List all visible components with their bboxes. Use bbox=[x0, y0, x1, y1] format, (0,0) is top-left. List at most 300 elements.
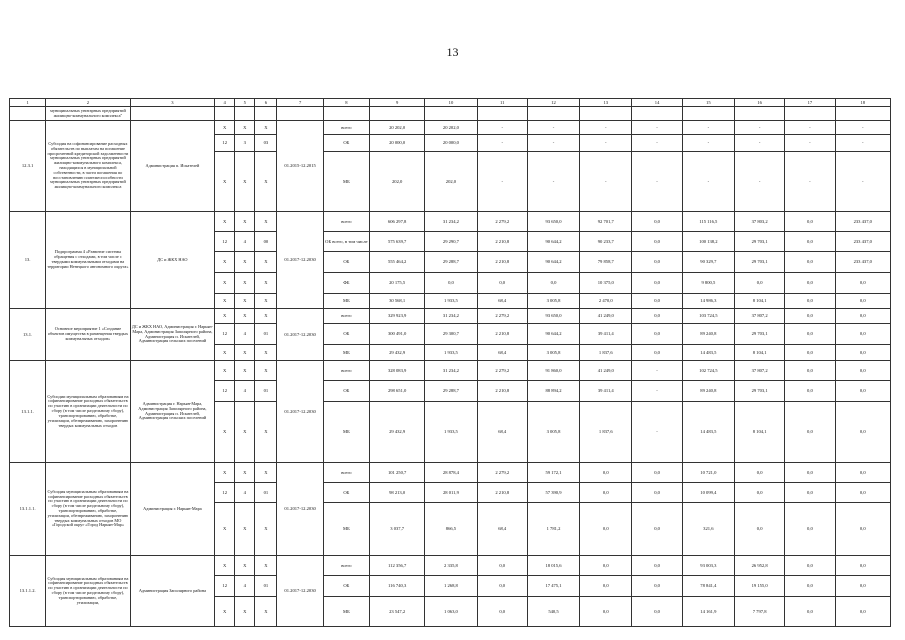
code-cell: 12 bbox=[215, 324, 235, 345]
code-cell: 4 bbox=[235, 324, 255, 345]
funding-source: ОБ bbox=[323, 135, 369, 152]
code-cell: 4 bbox=[235, 232, 255, 252]
header-cell: 15 bbox=[682, 99, 734, 107]
funding-source: МБ bbox=[323, 402, 369, 463]
amount-cell: 0,0 bbox=[632, 273, 682, 294]
code-cell: X bbox=[235, 309, 255, 324]
code-cell: 3 bbox=[235, 135, 255, 152]
amount-cell: 0,0 bbox=[835, 402, 890, 463]
executor-cell: ДС и ЖКХ НАО, Администрация г. Нарьян-Мара, Администрация Заполярного района, Администрация п. Искателей, Администрация сельских поселений bbox=[130, 309, 214, 361]
code-cell: 12 bbox=[215, 483, 235, 503]
amount-cell: 19 155,0 bbox=[734, 576, 784, 597]
continuation-row bbox=[10, 107, 891, 121]
amount-cell: 233 437,0 bbox=[835, 212, 890, 232]
code-cell: 00 bbox=[255, 232, 277, 252]
amount-cell: 93 650,0 bbox=[527, 212, 579, 232]
amount-cell: 89 240,8 bbox=[682, 324, 734, 345]
code-cell: X bbox=[215, 361, 235, 381]
code-cell: 4 bbox=[235, 483, 255, 503]
code-cell: 4 bbox=[235, 576, 255, 597]
amount-cell: 0,0 bbox=[835, 294, 890, 309]
amount-cell: 606 297,8 bbox=[369, 212, 424, 232]
amount-cell: 0,0 bbox=[632, 576, 682, 597]
empty-cell bbox=[734, 107, 784, 121]
amount-cell: 0,0 bbox=[835, 556, 890, 576]
amount-cell: - bbox=[477, 135, 527, 152]
amount-cell: - bbox=[580, 152, 632, 212]
amount-cell: 0,0 bbox=[632, 212, 682, 232]
code-cell: 12 bbox=[215, 232, 235, 252]
amount-cell: 31 234,2 bbox=[425, 361, 477, 381]
header-cell: 12 bbox=[527, 99, 579, 107]
amount-cell: 37 807,2 bbox=[734, 309, 784, 324]
amount-cell: 41 249,0 bbox=[580, 361, 632, 381]
amount-cell: 0,0 bbox=[835, 361, 890, 381]
amount-cell: 41 249,0 bbox=[580, 309, 632, 324]
amount-cell: 3 037,7 bbox=[369, 503, 424, 556]
code-cell: 12 bbox=[215, 135, 235, 152]
funding-source: всего bbox=[323, 121, 369, 135]
amount-cell: - bbox=[477, 121, 527, 135]
row-number: 12.3.1 bbox=[10, 121, 46, 212]
amount-cell: 0,0 bbox=[835, 503, 890, 556]
amount-cell: 0,0 bbox=[785, 597, 835, 627]
amount-cell: 0,0 bbox=[734, 483, 784, 503]
code-cell: X bbox=[255, 556, 277, 576]
amount-cell: 0,0 bbox=[632, 597, 682, 627]
empty-cell bbox=[477, 107, 527, 121]
amount-cell: 31 234,2 bbox=[425, 212, 477, 232]
amount-cell: - bbox=[632, 135, 682, 152]
amount-cell: 59 172,1 bbox=[527, 463, 579, 483]
amount-cell: 39 411,4 bbox=[580, 324, 632, 345]
code-cell: X bbox=[255, 294, 277, 309]
amount-cell: 2 470,0 bbox=[580, 294, 632, 309]
header-cell: 13 bbox=[580, 99, 632, 107]
amount-cell: 0,0 bbox=[785, 483, 835, 503]
amount-cell: - bbox=[477, 152, 527, 212]
measure-description: Субсидия на софинансирование расходных обязательств по выплатам на погашение просроченной кредиторской задолженности муниципальных унитарных предприятий жилищно-коммунального комплекса, находящихся в муниципальной собственности, в части погашения по восстановлению платежеспособности муниципальных унитарных предприятий жилищно-коммунального комплекса bbox=[46, 121, 130, 212]
executor-cell: ДС и ЖКХ НАО bbox=[130, 212, 214, 309]
amount-cell: 1 837,6 bbox=[580, 402, 632, 463]
amount-cell: 1 933,5 bbox=[425, 294, 477, 309]
period-cell: 01.2017-12.2030 bbox=[277, 212, 323, 309]
code-cell: X bbox=[235, 463, 255, 483]
amount-cell: - bbox=[682, 135, 734, 152]
amount-cell: 57 390,9 bbox=[527, 483, 579, 503]
table-row bbox=[10, 309, 891, 324]
header-cell: 17 bbox=[785, 99, 835, 107]
code-cell: X bbox=[215, 402, 235, 463]
amount-cell: 202,0 bbox=[425, 152, 477, 212]
code-cell: X bbox=[215, 121, 235, 135]
empty-cell bbox=[130, 107, 214, 121]
empty-cell bbox=[215, 107, 235, 121]
amount-cell: 29 703,1 bbox=[734, 324, 784, 345]
measure-description: Основное мероприятие 1 «Создание объектов имущества в размещения твердых коммунальных отходов» bbox=[46, 309, 130, 361]
amount-cell: 92 701,7 bbox=[580, 212, 632, 232]
amount-cell: 233 437,0 bbox=[835, 252, 890, 273]
amount-cell: 0,0 bbox=[835, 273, 890, 294]
period-cell: 01.2017-12.2030 bbox=[277, 309, 323, 361]
amount-cell: 0,0 bbox=[632, 503, 682, 556]
amount-cell: 0,0 bbox=[785, 294, 835, 309]
amount-cell: - bbox=[632, 402, 682, 463]
amount-cell: 9 800,5 bbox=[682, 273, 734, 294]
code-cell: X bbox=[215, 556, 235, 576]
amount-cell: 2 210,8 bbox=[477, 381, 527, 402]
header-cell: 7 bbox=[277, 99, 323, 107]
empty-cell bbox=[425, 107, 477, 121]
amount-cell: 3 005,8 bbox=[527, 402, 579, 463]
table-body bbox=[10, 99, 891, 627]
amount-cell: 18 015,6 bbox=[527, 556, 579, 576]
amount-cell: 68,4 bbox=[477, 402, 527, 463]
amount-cell: 2 210,8 bbox=[477, 252, 527, 273]
code-cell: X bbox=[215, 294, 235, 309]
amount-cell: 0,0 bbox=[785, 381, 835, 402]
amount-cell: 0,0 bbox=[835, 483, 890, 503]
code-cell: X bbox=[215, 273, 235, 294]
amount-cell: - bbox=[785, 121, 835, 135]
table-row bbox=[10, 556, 891, 576]
amount-cell: 0,0 bbox=[835, 381, 890, 402]
code-cell: X bbox=[255, 309, 277, 324]
code-cell: X bbox=[235, 402, 255, 463]
amount-cell: 115 116,5 bbox=[682, 212, 734, 232]
amount-cell: 0,0 bbox=[580, 576, 632, 597]
measure-description: Подпрограмма 4 «Развитие системы обращения с отходами, в том числе с твердыми коммунальными отходами на территории Ненецкого автономного округа» bbox=[46, 212, 130, 309]
amount-cell: 1 837,6 bbox=[580, 345, 632, 361]
empty-cell bbox=[527, 107, 579, 121]
amount-cell: 0,0 bbox=[580, 503, 632, 556]
amount-cell: - bbox=[527, 135, 579, 152]
amount-cell: 29 703,1 bbox=[734, 232, 784, 252]
amount-cell: 90 644,2 bbox=[527, 232, 579, 252]
amount-cell: 233 437,0 bbox=[835, 232, 890, 252]
header-cell: 2 bbox=[46, 99, 130, 107]
empty-cell bbox=[277, 107, 323, 121]
amount-cell: 202,0 bbox=[369, 152, 424, 212]
amount-cell: 28 011,9 bbox=[425, 483, 477, 503]
measure-description: Субсидии муниципальным образованиям на софинансирование расходных обязательств по участию в организации деятельности по сбору (в том числе раздельному сбору), транспортированию, обработке, утилизации, обезвреживанию, захоронению твердых коммунальных отходов bbox=[46, 361, 130, 463]
amount-cell: - bbox=[580, 121, 632, 135]
amount-cell: 14 483,5 bbox=[682, 345, 734, 361]
funding-source: МБ bbox=[323, 503, 369, 556]
code-cell: X bbox=[235, 273, 255, 294]
amount-cell: - bbox=[835, 152, 890, 212]
code-cell: X bbox=[255, 252, 277, 273]
measure-description: Субсидия муниципальным образованиям на софинансирование расходных обязательств по участию в организации деятельности по сбору (в том числе раздельному сбору), транспортированию, обработке, утилизации, bbox=[46, 556, 130, 627]
amount-cell: 90 329,7 bbox=[682, 252, 734, 273]
amount-cell: 0,0 bbox=[785, 324, 835, 345]
amount-cell: 68,4 bbox=[477, 503, 527, 556]
code-cell: 01 bbox=[255, 381, 277, 402]
amount-cell: 20 202,0 bbox=[425, 121, 477, 135]
header-cell: 16 bbox=[734, 99, 784, 107]
code-cell: X bbox=[255, 121, 277, 135]
amount-cell: 2 279,2 bbox=[477, 361, 527, 381]
amount-cell: 2 210,8 bbox=[477, 324, 527, 345]
funding-source: ОБ всего, в том числе bbox=[323, 232, 369, 252]
amount-cell: 0,0 bbox=[477, 597, 527, 627]
amount-cell: 10 375,0 bbox=[580, 273, 632, 294]
amount-cell: 93 650,0 bbox=[527, 309, 579, 324]
amount-cell: 2 279,2 bbox=[477, 212, 527, 232]
amount-cell: 68,4 bbox=[477, 345, 527, 361]
code-cell: X bbox=[215, 309, 235, 324]
amount-cell: 2 210,8 bbox=[477, 232, 527, 252]
amount-cell: - bbox=[632, 152, 682, 212]
amount-cell: 37 803,2 bbox=[734, 212, 784, 232]
code-cell: X bbox=[235, 152, 255, 212]
executor-cell: Администрация п. Искателей bbox=[130, 121, 214, 212]
amount-cell: 0,0 bbox=[632, 232, 682, 252]
amount-cell: 2 279,2 bbox=[477, 463, 527, 483]
row-number: 13.1. bbox=[10, 309, 46, 361]
amount-cell: 0,0 bbox=[734, 463, 784, 483]
amount-cell: 91 860,0 bbox=[527, 361, 579, 381]
code-cell: X bbox=[235, 212, 255, 232]
funding-source: всего bbox=[323, 361, 369, 381]
code-cell: X bbox=[235, 361, 255, 381]
page-number: 13 bbox=[446, 45, 459, 59]
amount-cell: - bbox=[785, 135, 835, 152]
code-cell: X bbox=[235, 503, 255, 556]
amount-cell: 555 464,2 bbox=[369, 252, 424, 273]
amount-cell: 20 000,0 bbox=[369, 135, 424, 152]
amount-cell: - bbox=[734, 135, 784, 152]
code-cell: X bbox=[235, 294, 255, 309]
cont-description: муниципальных унитарных предприятий жилищно-коммунального комплекса" bbox=[46, 107, 130, 121]
code-cell: X bbox=[215, 345, 235, 361]
funding-source: ОБ bbox=[323, 324, 369, 345]
amount-cell: 321,6 bbox=[682, 503, 734, 556]
amount-cell: 0,0 bbox=[734, 503, 784, 556]
funding-source: МБ bbox=[323, 152, 369, 212]
funding-source: ОБ bbox=[323, 483, 369, 503]
amount-cell: 0,0 bbox=[785, 402, 835, 463]
amount-cell: 90 233,7 bbox=[580, 232, 632, 252]
amount-cell: 0,0 bbox=[477, 273, 527, 294]
amount-cell: 8 104,1 bbox=[734, 402, 784, 463]
amount-cell: - bbox=[785, 152, 835, 212]
code-cell: X bbox=[215, 597, 235, 627]
funding-source: всего bbox=[323, 309, 369, 324]
amount-cell: 0,0 bbox=[632, 252, 682, 273]
code-cell: X bbox=[255, 503, 277, 556]
header-cell: 10 bbox=[425, 99, 477, 107]
executor-cell: Администрация г. Нарьян-Мара, Администрация Заполярного района, Администрация п. Искателей, Администрация сельских поселений bbox=[130, 361, 214, 463]
code-cell: X bbox=[215, 212, 235, 232]
amount-cell: 1 781,2 bbox=[527, 503, 579, 556]
amount-cell: 98 213,0 bbox=[369, 483, 424, 503]
code-cell: X bbox=[255, 273, 277, 294]
amount-cell: 0,0 bbox=[835, 576, 890, 597]
amount-cell: 0,0 bbox=[580, 463, 632, 483]
empty-cell bbox=[632, 107, 682, 121]
amount-cell: 14 986,3 bbox=[682, 294, 734, 309]
amount-cell: 0,0 bbox=[632, 324, 682, 345]
amount-cell: 37 807,2 bbox=[734, 361, 784, 381]
amount-cell: 8 104,1 bbox=[734, 294, 784, 309]
empty-cell bbox=[682, 107, 734, 121]
header-cell: 6 bbox=[255, 99, 277, 107]
empty-cell bbox=[323, 107, 369, 121]
code-cell: 03 bbox=[255, 135, 277, 152]
header-cell: 5 bbox=[235, 99, 255, 107]
period-cell: 01.2017-12.2030 bbox=[277, 361, 323, 463]
amount-cell: 298 651,0 bbox=[369, 381, 424, 402]
amount-cell: 102 724,5 bbox=[682, 361, 734, 381]
header-cell: 1 bbox=[10, 99, 46, 107]
empty-cell bbox=[235, 107, 255, 121]
amount-cell: - bbox=[835, 121, 890, 135]
amount-cell: 0,0 bbox=[580, 483, 632, 503]
amount-cell: 26 952,8 bbox=[734, 556, 784, 576]
amount-cell: 0,0 bbox=[785, 273, 835, 294]
amount-cell: 10 099,4 bbox=[682, 483, 734, 503]
period-cell: 01.2017-12.2030 bbox=[277, 463, 323, 556]
amount-cell: 0,0 bbox=[632, 556, 682, 576]
amount-cell: 0,0 bbox=[477, 576, 527, 597]
amount-cell: 0,0 bbox=[425, 273, 477, 294]
code-cell: X bbox=[255, 152, 277, 212]
amount-cell: 1 933,5 bbox=[425, 402, 477, 463]
cont-id-cell bbox=[10, 107, 46, 121]
amount-cell: 112 356,7 bbox=[369, 556, 424, 576]
amount-cell: 0,0 bbox=[785, 212, 835, 232]
table-row bbox=[10, 121, 891, 135]
amount-cell: 29 432,9 bbox=[369, 402, 424, 463]
amount-cell: 0,0 bbox=[785, 232, 835, 252]
funding-source: ОБ bbox=[323, 252, 369, 273]
amount-cell: 100 138,2 bbox=[682, 232, 734, 252]
row-number: 13.1.1. bbox=[10, 361, 46, 463]
amount-cell: - bbox=[734, 121, 784, 135]
amount-cell: 14 483,5 bbox=[682, 402, 734, 463]
executor-cell: Администрация г. Нарьян-Мара bbox=[130, 463, 214, 556]
code-cell: 01 bbox=[255, 576, 277, 597]
amount-cell: 20 000,0 bbox=[425, 135, 477, 152]
code-cell: 12 bbox=[215, 576, 235, 597]
amount-cell: - bbox=[835, 135, 890, 152]
amount-cell: 0,0 bbox=[785, 361, 835, 381]
code-cell: X bbox=[235, 556, 255, 576]
amount-cell: 88 894,2 bbox=[527, 381, 579, 402]
amount-cell: 116 740,3 bbox=[369, 576, 424, 597]
amount-cell: - bbox=[632, 381, 682, 402]
amount-cell: 300 491,0 bbox=[369, 324, 424, 345]
amount-cell: - bbox=[527, 121, 579, 135]
amount-cell: 0,0 bbox=[580, 556, 632, 576]
amount-cell: 29 432,9 bbox=[369, 345, 424, 361]
funding-source: всего bbox=[323, 556, 369, 576]
code-cell: X bbox=[215, 503, 235, 556]
amount-cell: 1 268,8 bbox=[425, 576, 477, 597]
code-cell: 4 bbox=[235, 381, 255, 402]
amount-cell: - bbox=[632, 361, 682, 381]
amount-cell: 0,0 bbox=[632, 309, 682, 324]
empty-cell bbox=[369, 107, 424, 121]
amount-cell: 7 797,8 bbox=[734, 597, 784, 627]
row-number: 13.1.1.1. bbox=[10, 463, 46, 556]
header-cell: 4 bbox=[215, 99, 235, 107]
code-cell: X bbox=[255, 345, 277, 361]
amount-cell: - bbox=[580, 135, 632, 152]
amount-cell: 2 210,8 bbox=[477, 483, 527, 503]
header-cell: 9 bbox=[369, 99, 424, 107]
header-cell: 8 bbox=[323, 99, 369, 107]
code-cell: X bbox=[215, 252, 235, 273]
header-cell: 18 bbox=[835, 99, 890, 107]
table-row bbox=[10, 463, 891, 483]
code-cell: X bbox=[255, 212, 277, 232]
funding-source: МБ bbox=[323, 294, 369, 309]
code-cell: X bbox=[255, 402, 277, 463]
amount-cell: 89 240,8 bbox=[682, 381, 734, 402]
amount-cell: 0,0 bbox=[477, 556, 527, 576]
period-cell: 01.2015-12.2015 bbox=[277, 121, 323, 212]
table-row bbox=[10, 361, 891, 381]
amount-cell: 0,0 bbox=[580, 597, 632, 627]
amount-cell: 14 161,9 bbox=[682, 597, 734, 627]
amount-cell: 0,0 bbox=[835, 463, 890, 483]
amount-cell: 90 644,2 bbox=[527, 252, 579, 273]
amount-cell: 39 411,4 bbox=[580, 381, 632, 402]
empty-cell bbox=[835, 107, 890, 121]
amount-cell: 28 878,4 bbox=[425, 463, 477, 483]
amount-cell: - bbox=[682, 152, 734, 212]
amount-cell: 0,0 bbox=[785, 556, 835, 576]
budget-table bbox=[9, 98, 891, 627]
amount-cell: 90 644,2 bbox=[527, 324, 579, 345]
code-cell: X bbox=[235, 597, 255, 627]
header-cell: 14 bbox=[632, 99, 682, 107]
measure-description: Субсидия муниципальным образованиям на софинансирование расходных обязательств по участию в организации деятельности по сбору (в том числе раздельному сбору), транспортированию, обработке, утилизации, обезвреживанию, захоронению твердых коммунальных отходов МО «Городской округ «Город Нарьян-Мар» bbox=[46, 463, 130, 556]
code-cell: X bbox=[215, 152, 235, 212]
amount-cell: 0,0 bbox=[785, 503, 835, 556]
code-cell: X bbox=[255, 597, 277, 627]
amount-cell: 866,5 bbox=[425, 503, 477, 556]
amount-cell: 0,0 bbox=[785, 576, 835, 597]
amount-cell: 575 639,7 bbox=[369, 232, 424, 252]
amount-cell: - bbox=[632, 121, 682, 135]
amount-cell: 78 841,4 bbox=[682, 576, 734, 597]
funding-source: всего bbox=[323, 212, 369, 232]
funding-source: ОБ bbox=[323, 381, 369, 402]
table-row bbox=[10, 212, 891, 232]
amount-cell: 0,0 bbox=[632, 345, 682, 361]
amount-cell: 0,0 bbox=[785, 252, 835, 273]
amount-cell: 1 933,5 bbox=[425, 345, 477, 361]
funding-source: МБ bbox=[323, 345, 369, 361]
amount-cell: 79 858,7 bbox=[580, 252, 632, 273]
amount-cell: 10 721,0 bbox=[682, 463, 734, 483]
code-cell: X bbox=[235, 252, 255, 273]
amount-cell: 29 288,7 bbox=[425, 252, 477, 273]
amount-cell: 20 175,5 bbox=[369, 273, 424, 294]
row-number: 13. bbox=[10, 212, 46, 309]
amount-cell: - bbox=[734, 152, 784, 212]
code-cell: 01 bbox=[255, 483, 277, 503]
amount-cell: 329 923,9 bbox=[369, 309, 424, 324]
empty-cell bbox=[580, 107, 632, 121]
code-cell: X bbox=[255, 463, 277, 483]
header-cell: 11 bbox=[477, 99, 527, 107]
amount-cell: 3 005,8 bbox=[527, 294, 579, 309]
code-cell: X bbox=[235, 121, 255, 135]
